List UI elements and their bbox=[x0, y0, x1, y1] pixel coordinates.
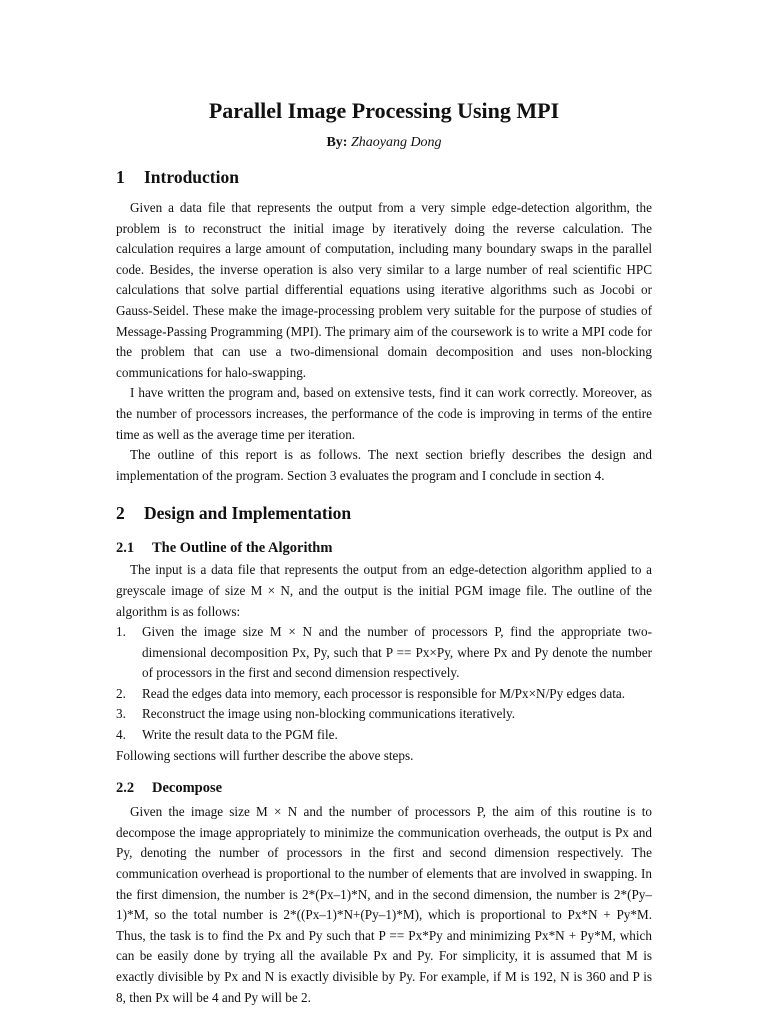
step-number: 1. bbox=[116, 624, 126, 640]
subsection-number: 2.2 bbox=[116, 780, 135, 797]
subsection-heading-decompose bbox=[116, 778, 652, 798]
step-number: 3. bbox=[116, 706, 126, 722]
step-text: Given the image size M × N and the number of processors P, find the appropriate two-dimensional decomposition Px, Py, such that P == Px×Py, where Px and Py denote the number of processors in the first and second dimension respectively. bbox=[142, 624, 652, 681]
byline-label: By: bbox=[326, 135, 348, 150]
subsection-number: 2.1 bbox=[116, 540, 135, 557]
section-title: Introduction bbox=[144, 167, 239, 187]
list-item bbox=[116, 725, 652, 746]
subsection-title: Decompose bbox=[152, 780, 223, 797]
section-number: 1 bbox=[116, 167, 125, 187]
paragraph: Given the image size M × N and the number of processors P, the aim of this routine is to decompose the image appropriately to minimize the communication overheads, the output is Px and Py, denoting the number of processors in the first and second dimension respectively. The communication overhead is proportional to the number of elements that are involved in swapping. In the first dimension, the number is 2*(Px–1)*N, and in the second dimension, the number is 2*(Py–1)*M, so the total number is 2*((Px–1)*N+(Py–1)*M), which is proportional to Px*N + Py*M. Thus, the task is to find the Px and Py such that P == Px*Py and minimizing Px*N + Py*M, which can be easily done by trying all the available Px and Py. For simplicity, it is assumed that M is exactly divisible by Px and N is exactly divisible by Py. For example, if M is 192, N is 360 and P is 8, then Px will be 4 and Py will be 2. bbox=[116, 804, 652, 1005]
step-number: 4. bbox=[116, 727, 126, 743]
paragraph: Following sections will further describe the above steps. bbox=[116, 747, 414, 763]
list-item bbox=[116, 704, 652, 725]
subsection-heading-outline bbox=[116, 538, 652, 558]
paragraph: The input is a data file that represents the output from an edge-detection algorithm applied to a greyscale image of size M × N, and the output is the initial PGM image file. The outline of the algorithm is as follows: bbox=[116, 562, 652, 619]
paragraph: Given a data file that represents the output from a very simple edge-detection algorithm, the problem is to reconstruct the initial image by iteratively doing the reverse calculation. The calculation requires a large amount of computation, including many boundary swaps in the parallel code. Besides, the inverse operation is also very similar to a large number of real scientific HPC calculations that solve partial differential equations using iterative algorithms such as Jocobi or Gauss-Seidel. These make the image-processing problem very suitable for the purpose of studies of Message-Passing Programming (MPI). The primary aim of the coursework is to write a MPI code for the problem that can use a two-dimensional domain decomposition and uses non-blocking communications for halo-swapping. bbox=[116, 200, 652, 380]
byline bbox=[116, 134, 652, 152]
list-item bbox=[116, 684, 652, 705]
section-heading-introduction bbox=[116, 166, 652, 188]
subsection-title: The Outline of the Algorithm bbox=[152, 540, 333, 557]
algorithm-steps bbox=[116, 622, 652, 746]
section-heading-design bbox=[116, 502, 652, 524]
section-title: Design and Implementation bbox=[144, 503, 352, 524]
section-number: 2 bbox=[116, 503, 125, 524]
outline-body bbox=[116, 560, 652, 766]
decompose-body bbox=[116, 802, 652, 1008]
paragraph: I have written the program and, based on extensive tests, find it can work correctly. Moreover, as the number of processors increases, the performance of the code is improving in terms of the entire time as well as the average time per iteration. bbox=[116, 385, 652, 442]
step-text: Reconstruct the image using non-blocking communications iteratively. bbox=[142, 706, 516, 722]
list-item bbox=[116, 622, 652, 684]
step-text: Write the result data to the PGM file. bbox=[142, 727, 338, 743]
step-text: Read the edges data into memory, each processor is responsible for M/Px×N/Py edges data. bbox=[142, 685, 626, 701]
paper-title: Parallel Image Processing Using MPI bbox=[208, 98, 560, 123]
step-number: 2. bbox=[116, 685, 126, 701]
author-name: Zhaoyang Dong bbox=[350, 135, 442, 150]
introduction-body bbox=[116, 198, 652, 486]
paragraph: The outline of this report is as follows. The next section briefly describes the design and implementation of the program. Section 3 evaluates the program and I conclude in section 4. bbox=[116, 447, 652, 483]
